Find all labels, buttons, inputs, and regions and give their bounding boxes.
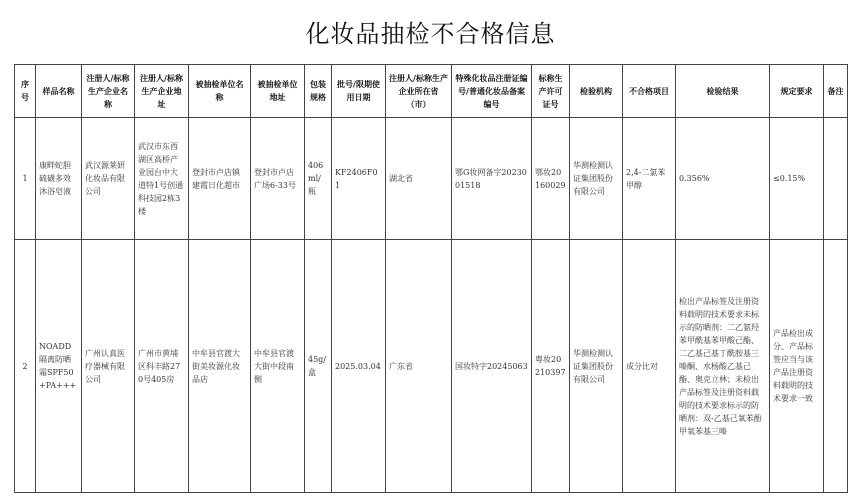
col-header-sampled-addr: 被抽检单位地址 — [251, 65, 305, 118]
table-row — [15, 240, 848, 493]
cell-note — [824, 118, 848, 240]
table-row — [15, 118, 848, 240]
col-header-item: 不合格项目 — [623, 65, 676, 118]
cell-no: 2 — [15, 240, 36, 493]
cell-item: 2,4-二氯苯甲醇 — [623, 118, 676, 240]
cell-license: 鄂妆20160029 — [532, 118, 570, 240]
cell-name: 康畔蛇胆硫磺多效沐浴皂液 — [36, 118, 82, 240]
cell-result: 检出产品标签及注册资料载明的技术要求未标示的防晒剂：二乙氨羟苯甲酰基苯甲酸己酯、二乙基己基丁酰胺基三嗪酮、水杨酸乙基己酯、奥克立林；未检出产品标签及注册资料载明的技术要求标示的防晒剂：双-乙基己氧苯酚甲氧苯基三嗪 — [676, 240, 770, 493]
cell-batch: KF2406F01 — [332, 118, 386, 240]
cell-requirement: ≤0.15% — [770, 118, 824, 240]
cell-name: NOADD 隔离防晒霜SPF50+PA+++ — [36, 240, 82, 493]
col-header-lab: 检验机构 — [570, 65, 623, 118]
col-header-result: 检验结果 — [676, 65, 770, 118]
cell-sampled-unit: 登封市卢店镇建霞日化超市 — [189, 118, 251, 240]
header-row — [15, 65, 848, 118]
col-header-company: 注册人/标称生产企业名称 — [82, 65, 135, 118]
col-header-requirement: 规定要求 — [770, 65, 824, 118]
cell-company: 武汉源莱妍化妆品有限公司 — [82, 118, 135, 240]
cell-cert: 国妆特字20245063 — [452, 240, 532, 493]
col-header-province: 注册人/标称生产企业所在省（市） — [386, 65, 452, 118]
cell-requirement: 产品检出成分、产品标签应当与该产品注册资料载明的技术要求一致 — [770, 240, 824, 493]
col-header-cert: 特殊化妆品注册证编号/普通化妆品备案编号 — [452, 65, 532, 118]
col-header-license: 标称生产许可证号 — [532, 65, 570, 118]
cell-lab: 华测检测认证集团股份有限公司 — [570, 240, 623, 493]
cell-batch: 2025.03.04 — [332, 240, 386, 493]
cell-cert: 鄂G妆网备字2023001518 — [452, 118, 532, 240]
col-header-company-addr: 注册人/标称生产企业地址 — [135, 65, 189, 118]
cell-company-addr: 广州市黄埔区科丰路270号405房 — [135, 240, 189, 493]
col-header-sampled-unit: 被抽检单位名称 — [189, 65, 251, 118]
cell-province: 广东省 — [386, 240, 452, 493]
cell-spec: 45g/盒 — [305, 240, 332, 493]
cell-license: 粤妆20210397 — [532, 240, 570, 493]
cell-company-addr: 武汉市东西湖区高桥产业园台中大道特1号创通科技园2栋3楼 — [135, 118, 189, 240]
col-header-name: 样品名称 — [36, 65, 82, 118]
page-title: 化妆品抽检不合格信息 — [305, 20, 556, 48]
cell-province: 湖北省 — [386, 118, 452, 240]
cell-lab: 华测检测认证集团股份有限公司 — [570, 118, 623, 240]
cell-note — [824, 240, 848, 493]
cell-result: 0.356% — [676, 118, 770, 240]
col-header-batch: 批号/限期使用日期 — [332, 65, 386, 118]
cell-company: 广州认真医疗器械有限公司 — [82, 240, 135, 493]
col-header-spec: 包装规格 — [305, 65, 332, 118]
cell-item: 成分比对 — [623, 240, 676, 493]
col-header-note: 备注 — [824, 65, 848, 118]
unqualified-cosmetics-table — [14, 64, 848, 493]
col-header-no: 序号 — [15, 65, 36, 118]
cell-sampled-addr: 登封市卢店广场6-33号 — [251, 118, 305, 240]
cell-sampled-addr: 中牟县官渡大街中段南侧 — [251, 240, 305, 493]
cell-sampled-unit: 中牟县官渡大街美妆源化妆品店 — [189, 240, 251, 493]
cell-spec: 406ml/瓶 — [305, 118, 332, 240]
cell-no: 1 — [15, 118, 36, 240]
